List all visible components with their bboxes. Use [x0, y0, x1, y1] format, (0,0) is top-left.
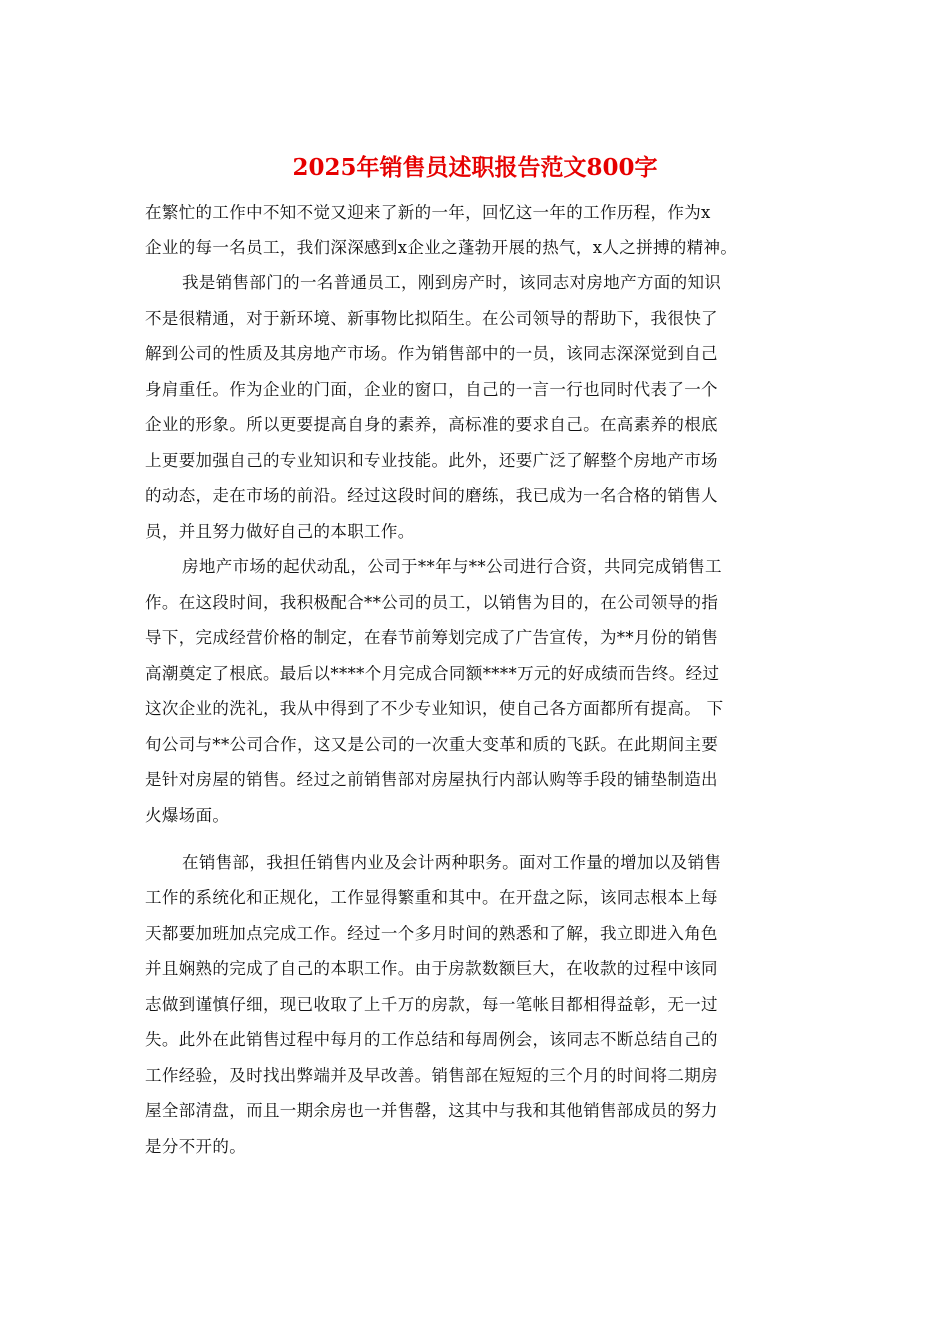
text-line: 并且娴熟的完成了自己的本职工作。由于房款数额巨大，在收款的过程中该同	[145, 959, 718, 978]
text-line: 员，并且努力做好自己的本职工作。	[145, 522, 415, 541]
text-line: 是分不开的。	[145, 1137, 247, 1156]
text-line: 企业的形象。所以更要提高自身的素养，高标准的要求自己。在高素养的根底	[145, 415, 718, 434]
text-line: 导下，完成经营价格的制定，在春节前筹划完成了广告宣传，为**月份的销售	[145, 628, 719, 647]
text-line: 上更要加强自己的专业知识和专业技能。此外，还要广泛了解整个房地产市场	[145, 451, 718, 470]
text-line: 我是销售部门的一名普通员工，刚到房产时，该同志对房地产方面的知识	[182, 273, 722, 292]
text-line: 失。此外在此销售过程中每月的工作总结和每周例会，该同志不断总结自己的	[145, 1030, 718, 1049]
text-line: 天都要加班加点完成工作。经过一个多月时间的熟悉和了解，我立即进入角色	[145, 924, 718, 943]
text-line: 在繁忙的工作中不知不觉又迎来了新的一年，回忆这一年的工作历程，作为x	[145, 203, 711, 222]
text-line: 旬公司与**公司合作，这又是公司的一次重大变革和质的飞跃。在此期间主要	[145, 735, 719, 754]
text-line: 在销售部，我担任销售内业及会计两种职务。面对工作量的增加以及销售	[182, 853, 722, 872]
text-line: 火爆场面。	[145, 806, 230, 825]
document-title: 2025年销售员述职报告范文800字	[292, 154, 658, 181]
text-line: 屋全部清盘，而且一期余房也一并售罄，这其中与我和其他销售部成员的努力	[145, 1101, 718, 1120]
text-line: 身肩重任。作为企业的门面，企业的窗口，自己的一言一行也同时代表了一个	[145, 380, 718, 399]
text-line: 企业的每一名员工，我们深深感到x企业之蓬勃开展的热气，x人之拼搏的精神。	[145, 238, 738, 257]
text-line: 志做到谨慎仔细，现已收取了上千万的房款，每一笔帐目都相得益彰，无一过	[145, 995, 718, 1014]
text-line: 工作经验，及时找出弊端并及早改善。销售部在短短的三个月的时间将二期房	[145, 1066, 718, 1085]
text-line: 这次企业的洗礼，我从中得到了不少专业知识，使自己各方面都所有提高。 下	[145, 699, 724, 718]
text-line: 房地产市场的起伏动乱，公司于**年与**公司进行合资，共同完成销售工	[182, 557, 722, 576]
text-line: 的动态，走在市场的前沿。经过这段时间的磨练，我已成为一名合格的销售人	[145, 486, 718, 505]
text-line: 解到公司的性质及其房地产市场。作为销售部中的一员，该同志深深觉到自己	[145, 344, 718, 363]
text-line: 作。在这段时间，我积极配合**公司的员工，以销售为目的，在公司领导的指	[145, 593, 719, 612]
text-line: 高潮奠定了根底。最后以****个月完成合同额****万元的好成绩而告终。经过	[145, 664, 720, 683]
text-line: 是针对房屋的销售。经过之前销售部对房屋执行内部认购等手段的铺垫制造出	[145, 770, 718, 789]
text-line: 工作的系统化和正规化，工作显得繁重和其中。在开盘之际，该同志根本上每	[145, 888, 718, 907]
text-line: 不是很精通，对于新环境、新事物比拟陌生。在公司领导的帮助下，我很快了	[145, 309, 718, 328]
